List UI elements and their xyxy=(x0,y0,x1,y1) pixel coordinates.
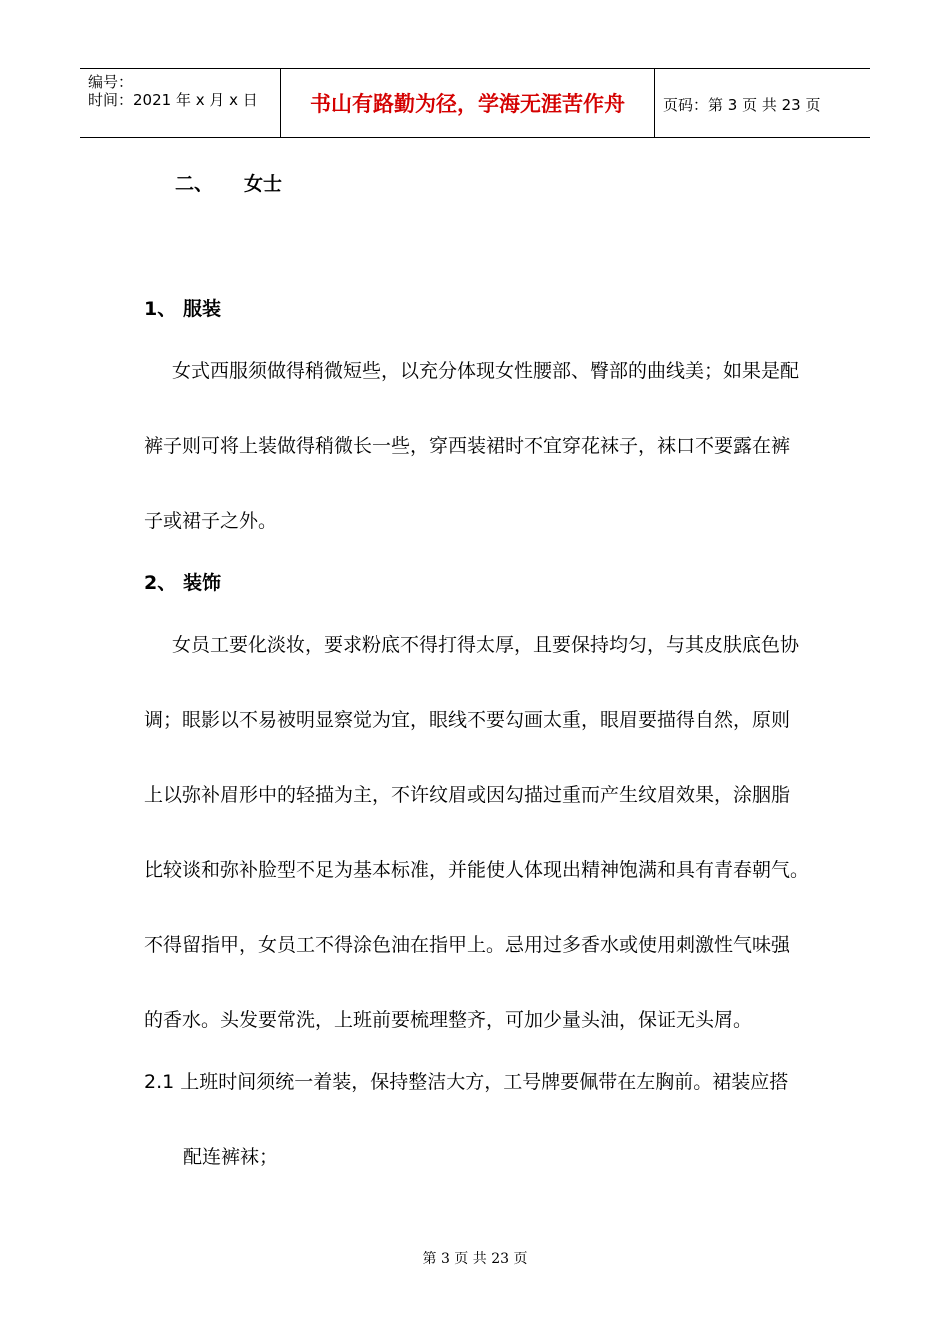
paragraph-line: 调；眼影以不易被明显察觉为宜，眼线不要勾画太重，眼眉要描得自然，原则 xyxy=(144,709,791,731)
paragraph-line: 裤子则可将上装做得稍微长一些，穿西装裙时不宜穿花袜子，袜口不要露在裤 xyxy=(144,435,791,457)
sub2-heading: 装饰 xyxy=(183,572,222,594)
paragraph-line: 女式西服须做得稍微短些，以充分体现女性腰部、臀部的曲线美；如果是配 xyxy=(172,360,800,382)
paragraph-line: 女员工要化淡妆，要求粉底不得打得太厚，且要保持均匀，与其皮肤底色协 xyxy=(172,634,800,656)
number-label: 编号： xyxy=(88,73,134,91)
header-page-code: 页码：第 3 页 共 23 页 xyxy=(663,96,821,114)
paragraph-line: 的香水。头发要常洗，上班前要梳理整齐，可加少量头油，保证无头屑。 xyxy=(144,1009,753,1031)
sub2-number: 2、 xyxy=(144,572,177,594)
sub1-number: 1、 xyxy=(144,298,177,320)
paragraph-line: 上以弥补眉形中的轻描为主，不许纹眉或因勾描过重而产生纹眉效果，涂胭脂 xyxy=(144,784,791,806)
paragraph-line: 比较谈和弥补脸型不足为基本标准，并能使人体现出精神饱满和具有青春朝气。 xyxy=(144,859,810,881)
section-title: 女士 xyxy=(244,173,283,195)
header-divider-right xyxy=(654,69,655,137)
item-line: 配连裤袜； xyxy=(183,1146,279,1168)
header-motto: 书山有路勤为径，学海无涯苦作舟 xyxy=(310,92,625,116)
paragraph-line: 不得留指甲，女员工不得涂色油在指甲上。忌用过多香水或使用刺激性气味强 xyxy=(144,934,791,956)
sub1-heading: 服装 xyxy=(183,298,222,320)
paragraph-line: 子或裙子之外。 xyxy=(144,510,278,532)
page-footer: 第 3 页 共 23 页 xyxy=(422,1251,528,1267)
section-number: 二、 xyxy=(175,173,214,195)
header-meta xyxy=(80,69,280,137)
item-line: 2.1 上班时间须统一着装，保持整洁大方，工号牌要佩带在左胸前。裙装应搭 xyxy=(144,1071,789,1093)
time-label: 时间：2021 年 x 月 x 日 xyxy=(88,91,258,109)
document-header xyxy=(80,68,870,138)
